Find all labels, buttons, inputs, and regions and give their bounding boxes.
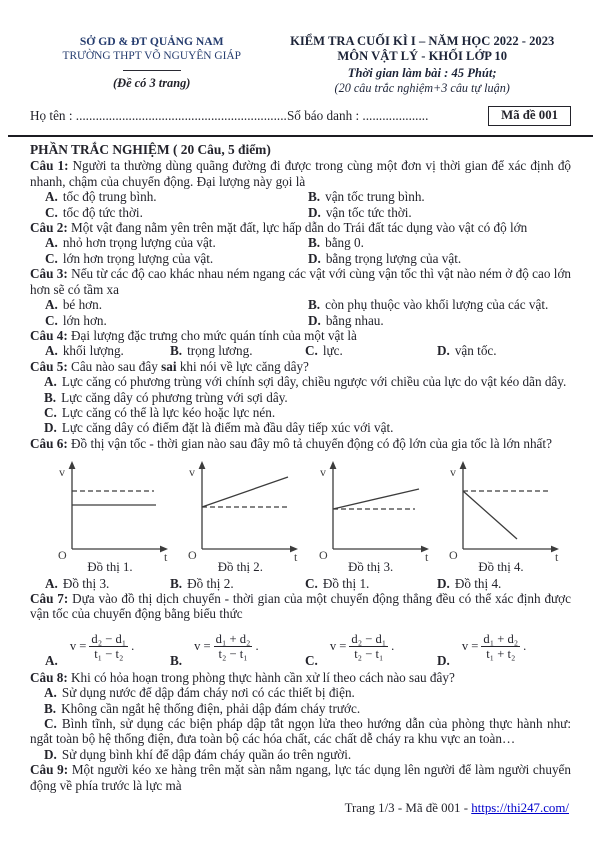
question-2-options (30, 235, 571, 266)
section-title: PHẦN TRẮC NGHIỆM ( 20 Câu, 5 điểm) (30, 142, 271, 158)
option-text: vận tốc. (454, 343, 497, 359)
question-5-text (30, 359, 571, 374)
denominator: t₁ + t₂ (486, 647, 516, 662)
header-underline (123, 70, 181, 71)
origin-label: O (448, 548, 458, 563)
formula-suffix: . (131, 639, 135, 654)
question-6-text (30, 436, 571, 451)
option-d (30, 420, 571, 435)
question-1-body: Người ta thường dùng quãng đường đi được trong cùng một đơn vị thời gian để xác định độ nhanh, chậm của chuyển động. Đại lượng này gọi là (30, 158, 572, 189)
option-letter: C. (305, 343, 318, 359)
formula-prefix: v = (194, 639, 211, 654)
option-a (45, 235, 308, 250)
graph-2-caption: Đồ thị 2. (217, 560, 263, 575)
school-name: TRƯỜNG THPT VÕ NGUYÊN GIÁP (62, 50, 241, 63)
option-letter: D. (437, 343, 450, 359)
question-7-text (30, 591, 571, 622)
origin-label: O (58, 548, 67, 563)
velocity-time-graph-4-svg (447, 457, 569, 563)
numerator: d₁ + d₂ (215, 632, 251, 647)
option-letter: D. (44, 420, 57, 436)
fraction (214, 632, 253, 661)
question-6-body: Đồ thị vận tốc - thời gian nào sau đây mô tả chuyển động có độ lớn của gia tốc là lớn nhất? (71, 435, 552, 451)
question-1-text (30, 158, 571, 189)
question-9 (30, 762, 571, 793)
option-letter: B. (44, 700, 57, 716)
exam-header (30, 34, 571, 97)
option-a (45, 189, 308, 204)
option-text: còn phụ thuộc vào khối lượng của các vật. (325, 297, 549, 313)
option-b (308, 297, 571, 312)
question-4-label: Câu 4: (30, 327, 68, 343)
denominator: t₂ − t₁ (218, 647, 248, 662)
option-b (30, 390, 571, 405)
option-letter: C. (44, 716, 57, 731)
header-separator (8, 135, 593, 137)
option-letter: A. (44, 374, 57, 390)
option-letter: B. (170, 575, 183, 591)
option-text: bằng nhau. (325, 312, 384, 328)
question-4-body: Đại lượng đặc trưng cho mức quán tính của một vật là (71, 327, 357, 343)
option-b (30, 701, 571, 716)
numerator: d₂ − d₁ (351, 632, 387, 647)
option-text: Lực căng có phương trùng với chính sợi dây, chiều ngược với chiều của lực do vật kéo dãn dây. (61, 374, 567, 390)
option-text: Lực căng dây có phương trùng với sợi dây. (61, 389, 288, 405)
option-b (308, 189, 571, 204)
option-letter: C. (305, 575, 318, 591)
option-a (45, 343, 170, 358)
exam-format-note: (20 câu trắc nghiệm+3 câu tự luận) (334, 81, 510, 96)
graph-1 (56, 457, 178, 575)
t-axis-label: t (294, 550, 298, 564)
option-letter: B. (170, 343, 183, 359)
option-text: Lực căng dây có điểm đặt là điểm mà đầu dây tiếp xúc với vật. (61, 420, 394, 436)
option-text: bé hơn. (62, 297, 103, 313)
question-9-text (30, 762, 571, 793)
denominator: t₂ − t₁ (354, 647, 384, 662)
v-axis-label: v (449, 465, 456, 480)
option-letter: A. (45, 235, 58, 251)
option-letter: C. (44, 404, 57, 420)
option-d (437, 576, 571, 591)
header-left (30, 34, 273, 97)
question-7-options (30, 625, 571, 669)
option-a (45, 576, 170, 591)
option-letter: B. (308, 297, 321, 313)
question-2-body: Một vật đang nằm yên trên mặt đất, lực hấp dẫn do Trái đất tác dụng vào vật có độ lớn (71, 220, 528, 236)
velocity-time-graphs (30, 451, 571, 575)
question-6-label: Câu 6: (30, 435, 68, 451)
option-letter: A. (45, 575, 58, 591)
option-text: lớn hơn trọng lượng của vật. (62, 250, 214, 266)
option-text: Sử dụng nước để dập đám cháy nơi có các thiết bị điện. (61, 685, 355, 701)
denominator: t₁ − t₂ (94, 647, 124, 662)
question-1-options (30, 189, 571, 220)
option-b (170, 625, 305, 669)
question-9-body: Một người kéo xe hàng trên mặt sàn nằm ngang, lực tác dụng lên người để làm người chuyển động về phía trước là lực mà (30, 762, 572, 793)
exam-subject: MÔN VẬT LÝ - KHỐI LỚP 10 (337, 49, 507, 64)
question-2 (30, 220, 571, 266)
option-text: Đồ thị 1. (322, 575, 370, 591)
question-7-label: Câu 7: (30, 590, 69, 606)
option-text: trọng lương. (187, 343, 253, 359)
fraction (349, 632, 388, 661)
question-8-label: Câu 8: (30, 669, 68, 685)
option-a (30, 374, 571, 389)
option-letter: D. (308, 250, 321, 266)
question-4-text (30, 328, 571, 343)
v-axis-label: v (319, 465, 326, 480)
option-d (308, 251, 571, 266)
option-letter: D. (308, 312, 321, 328)
option-text: Không cần ngắt hệ thống điện, phải dập đám cháy trước. (61, 700, 361, 716)
page-count-note: (Đề có 3 trang) (113, 75, 191, 90)
velocity-formula (194, 632, 259, 661)
t-axis-label: t (164, 550, 168, 564)
option-text: nhỏ hơn trọng lượng của vật. (62, 235, 216, 251)
velocity-formula (70, 632, 135, 661)
graph-3-caption: Đồ thị 3. (348, 560, 394, 575)
department-name: SỞ GD & ĐT QUẢNG NAM (79, 35, 224, 48)
option-c (45, 205, 308, 220)
graph-1-caption: Đồ thị 1. (87, 560, 133, 575)
question-3-text (30, 266, 571, 297)
question-8-body: Khi có hỏa hoạn trong phòng thực hành cần xử lí theo cách nào sau đây? (71, 669, 455, 685)
question-8-text (30, 670, 571, 685)
question-2-label: Câu 2: (30, 220, 68, 236)
option-letter: B. (44, 389, 57, 405)
v-axis-label: v (59, 465, 65, 480)
option-text: tốc độ trung bình. (62, 189, 157, 205)
option-letter: A. (45, 297, 58, 313)
name-field: Họ tên : ................................................................ (30, 108, 287, 124)
formula-prefix: v = (461, 639, 479, 654)
option-a (30, 685, 571, 700)
option-letter: C. (45, 250, 58, 266)
option-letter: D. (44, 746, 57, 762)
question-5-body-post: khi nói về lực căng dây? (176, 358, 309, 374)
option-text: bằng 0. (325, 235, 364, 251)
option-letter: A. (45, 343, 58, 359)
formula-suffix: . (391, 639, 395, 654)
option-letter: A. (44, 685, 57, 701)
option-text: Đồ thị 3. (62, 575, 110, 591)
origin-label: O (188, 548, 197, 563)
question-6 (30, 436, 571, 591)
exam-duration: Thời gian làm bài : 45 Phút; (347, 65, 497, 80)
velocity-formula (330, 632, 395, 661)
question-4-options (30, 343, 571, 358)
option-c (45, 251, 308, 266)
question-1 (30, 158, 571, 220)
numerator: d₁ + d₂ (483, 632, 519, 647)
option-letter: B. (308, 189, 321, 205)
option-text: vận tốc trung bình. (325, 189, 425, 205)
option-text: bằng trọng lượng của vật. (325, 250, 462, 266)
option-c (30, 716, 571, 747)
option-text: khối lượng. (62, 343, 124, 359)
option-text: Bình tĩnh, sử dụng các biện pháp dập tắt ngọn lửa theo hướng dẫn của phòng thực hành như: ngắt toàn bộ hệ thống điện, đưa toàn bộ các hóa chất, các chất dễ cháy ra khu vực an toàn… (30, 716, 571, 747)
velocity-formula (462, 632, 527, 661)
option-letter: B. (308, 235, 321, 251)
question-2-text (30, 220, 571, 235)
option-letter: D. (437, 575, 450, 591)
fraction (481, 632, 520, 661)
question-7-body: Dựa vào đồ thị dịch chuyển - thời gian của một chuyển động thẳng đều có thể xác định được vận tốc của chuyển động bằng biểu thức (30, 590, 572, 622)
formula-prefix: v = (69, 639, 87, 654)
question-8 (30, 670, 571, 762)
footer-link[interactable]: https://thi247.com/ (471, 801, 569, 816)
question-3-label: Câu 3: (30, 266, 68, 282)
graph-2 (186, 457, 308, 575)
question-3-body: Nếu từ các độ cao khác nhau ném ngang các vật với cùng vận tốc thì vật nào ném ở độ cao lớn hơn sẽ có tầm xa (30, 266, 572, 297)
numerator: d₂ − d₁ (91, 632, 127, 647)
option-text: lớn hơn. (62, 312, 107, 328)
formula-prefix: v = (329, 639, 347, 654)
question-1-label: Câu 1: (30, 158, 69, 174)
graph-4-caption: Đồ thị 4. (478, 560, 524, 575)
option-b (170, 343, 305, 358)
question-6-options (30, 576, 571, 591)
option-text: Lực căng có thể là lực kéo hoặc lực nén. (61, 404, 276, 420)
t-axis-label: t (554, 550, 559, 564)
option-letter: C. (45, 312, 58, 328)
option-c (30, 405, 571, 420)
option-b (308, 235, 571, 250)
option-text: vận tốc tức thời. (325, 204, 412, 220)
option-d (308, 313, 571, 328)
option-text: Đồ thị 4. (454, 575, 502, 591)
graph-3 (317, 457, 439, 575)
question-5 (30, 359, 571, 436)
option-d (437, 625, 571, 669)
option-c (305, 576, 437, 591)
option-text: Sử dụng bình khí để dập đám cháy quần áo trên người. (61, 746, 352, 762)
question-3-options (30, 297, 571, 328)
option-text: Đồ thị 2. (187, 575, 234, 591)
option-d (308, 205, 571, 220)
fraction (89, 632, 128, 661)
velocity-time-graph-3-svg (317, 457, 439, 563)
question-3 (30, 266, 571, 328)
graph-4 (447, 457, 569, 575)
formula-suffix: . (255, 639, 259, 654)
option-c (305, 343, 437, 358)
exam-title: KIỂM TRA CUỐI KÌ I – NĂM HỌC 2022 - 2023 (290, 34, 555, 48)
option-letter: C. (305, 653, 318, 669)
footer-page-info: Trang 1/3 - Mã đề 001 - (344, 801, 472, 816)
option-letter: A. (45, 189, 58, 205)
option-letter: D. (437, 653, 450, 669)
option-a (45, 297, 308, 312)
question-5-label: Câu 5: (30, 358, 68, 374)
option-d (30, 747, 571, 762)
velocity-time-graph-1-svg (56, 457, 178, 563)
option-letter: A. (45, 653, 58, 669)
header-right (273, 34, 571, 97)
question-4 (30, 328, 571, 359)
option-c (305, 625, 437, 669)
question-9-label: Câu 9: (30, 762, 69, 778)
option-c (45, 313, 308, 328)
option-letter: C. (45, 204, 58, 220)
option-a (45, 625, 170, 669)
v-axis-label: v (189, 465, 196, 480)
option-letter: B. (170, 653, 183, 669)
option-text: tốc độ tức thời. (62, 204, 143, 220)
option-text: lực. (322, 343, 343, 359)
formula-suffix: . (523, 639, 527, 654)
exam-code-box: Mã đề 001 (488, 106, 571, 126)
candidate-number-field: Số báo danh : .................... (286, 108, 429, 124)
question-5-body-bold: sai (161, 358, 177, 374)
option-d (437, 343, 571, 358)
candidate-row (30, 106, 571, 126)
option-letter: D. (308, 204, 321, 220)
question-7 (30, 591, 571, 669)
origin-label: O (318, 548, 328, 563)
question-5-body-pre: Câu nào sau đây (71, 358, 162, 374)
t-axis-label: t (424, 550, 428, 564)
option-b (170, 576, 305, 591)
page-footer (30, 801, 571, 816)
velocity-time-graph-2-svg (186, 457, 308, 563)
